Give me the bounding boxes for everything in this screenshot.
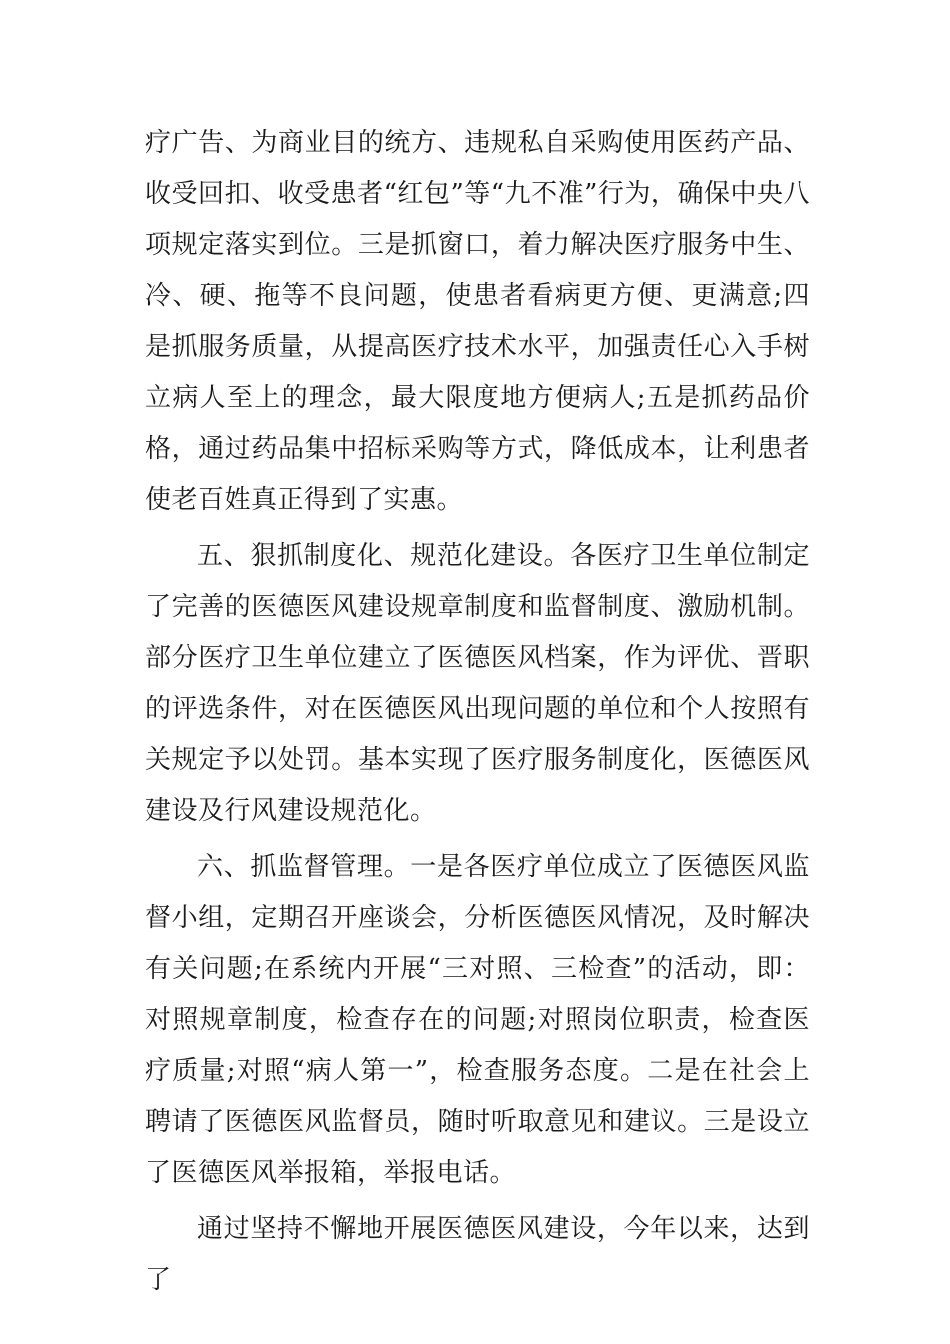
paragraph-1: 疗广告、为商业目的统方、违规私自采购使用医药产品、收受回扣、收受患者“红包”等“九不准”行为，确保中央八项规定落实到位。三是抓窗口，着力解决医疗服务中生、冷、硬、拖等不良问题，使患者看病更方便、更满意;四是抓服务质量，从提高医疗技术水平，加强责任心入手树立病人至上的理念，最大限度地方便病人;五是抓药品价格，通过药品集中招标采购等方式，降低成本，让利患者使老百姓真正得到了实惠。 bbox=[145, 128, 810, 515]
paragraph-4: 通过坚持不懈地开展医德医风建设，今年以来，达到了 bbox=[145, 1214, 810, 1295]
paragraph-3: 六、抓监督管理。一是各医疗单位成立了医德医风监督小组，定期召开座谈会，分析医德医风情况，及时解决有关问题;在系统内开展“三对照、三检查”的活动，即：对照规章制度，检查存在的问题;对照岗位职责，检查医疗质量;对照“病人第一”，检查服务态度。二是在社会上聘请了医德医风监督员，随时听取意见和建议。三是设立了医德医风举报箱，举报电话。 bbox=[145, 852, 810, 1188]
document-body bbox=[145, 118, 810, 1311]
paragraph-2: 五、狠抓制度化、规范化建设。各医疗卫生单位制定了完善的医德医风建设规章制度和监督制度、激励机制。部分医疗卫生单位建立了医德医风档案，作为评优、晋职的评选条件，对在医德医风出现问题的单位和个人按照有关规定予以处罚。基本实现了医疗服务制度化，医德医风建设及行风建设规范化。 bbox=[145, 541, 810, 826]
